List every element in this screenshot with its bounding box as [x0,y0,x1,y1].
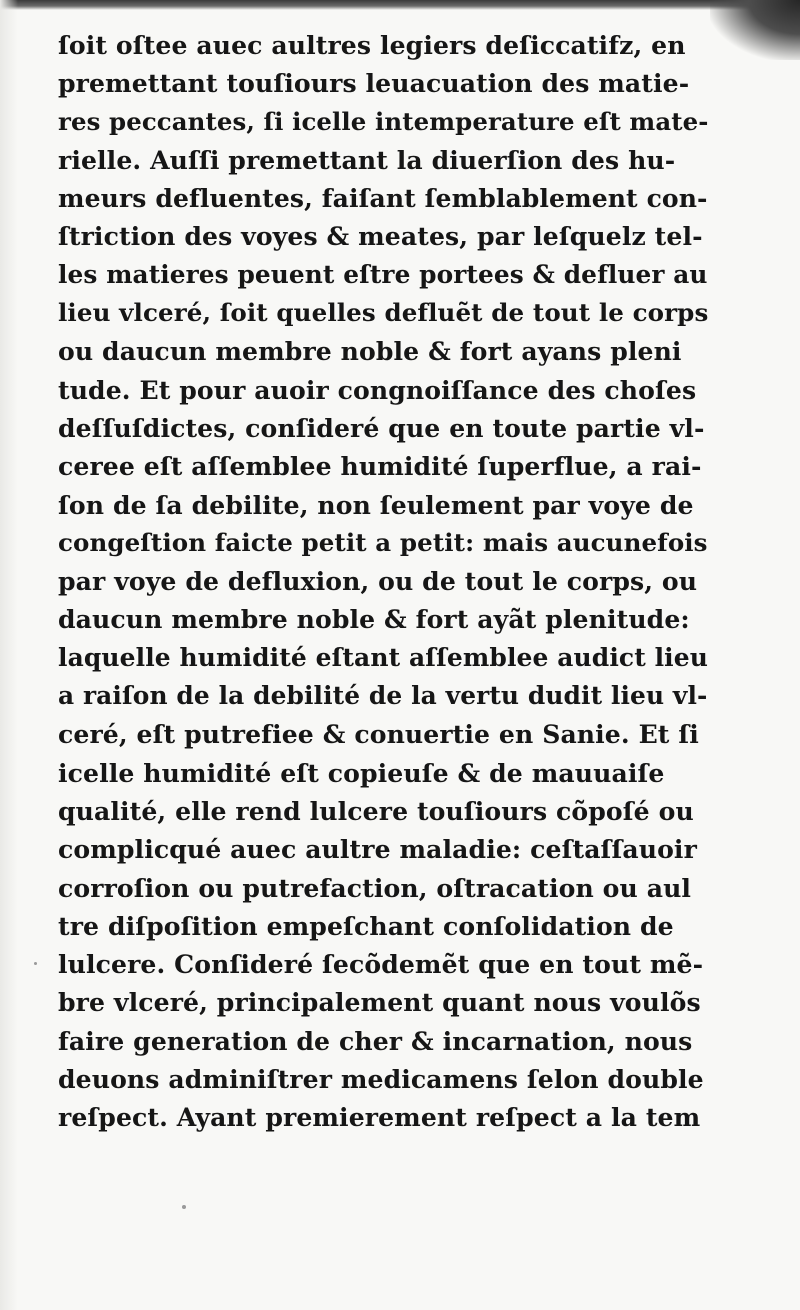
paper-speck [34,962,37,965]
page-top-edge-shadow [0,0,800,10]
text-line: reſpect. Ayant premierement reſpect a la tem [58,1102,701,1133]
page-left-shade [0,0,18,1310]
text-line: tude. Et pour auoir congnoiſſance des choſes [58,374,697,405]
text-line: lieu vlceré, ſoit quelles defluẽt de tout le corps [58,298,709,328]
text-line: deſſuſdictes, conſideré que en toute partie vl- [58,412,705,443]
text-line: tre diſpoſition empeſchant conſolidation de [58,910,674,941]
text-line: faire generation de cher & incarnation, nous [58,1025,693,1056]
text-line: congeſtion faicte petit a petit: mais aucunefois [58,527,708,557]
text-line: ceree eſt aſſemblee humidité ſuperflue, a rai- [58,451,702,482]
text-line: meurs defluentes, faiſant ſemblablement con- [58,183,708,214]
text-line: ſtriction des voyes & meates, par leſquelz tel- [58,221,703,252]
text-line: ou daucun membre noble & fort ayans pleni [58,336,682,367]
page-corner-shadow [710,0,800,60]
text-line: rielle. Auſſi premettant la diuerſion des hu- [58,144,676,175]
text-line: laquelle humidité eſtant aſſemblee audict lieu [58,642,708,672]
text-line: bre vlceré, principalement quant nous voulõs [58,987,701,1018]
text-line: les matieres peuent eſtre portees & defluer au [58,259,708,289]
text-line: icelle humidité eſt copieuſe & de mauuaiſe [58,757,665,788]
text-line: ſoit oſtee auec aultres legiers deſiccatifz, en [58,30,686,60]
text-line: res peccantes, ſi icelle intemperature eſt mate- [58,106,709,136]
text-line: premettant touſiours leuacuation des matie- [58,68,690,99]
body-text [58,26,718,1137]
text-line: par voye de defluxion, ou de tout le corps, ou [58,566,698,597]
text-line: complicqué auec aultre maladie: ceſtaſſauoir [58,834,697,865]
text-line: daucun membre noble & fort ayãt plenitude: [58,604,690,635]
text-line: deuons adminiſtrer medicamens ſelon double [58,1064,704,1095]
text-line: a raiſon de la debilité de la vertu dudit lieu vl- [58,681,708,711]
text-line: corroſion ou putrefaction, oſtracation ou aul [58,872,692,903]
paper-speck [182,1205,186,1209]
text-line: ſon de ſa debilite, non ſeulement par voye de [58,489,694,520]
text-line: ceré, eſt putrefiee & conuertie en Sanie. Et ſi [58,719,699,750]
text-line: lulcere. Conſideré ſecõdemẽt que en tout mẽ- [58,949,704,980]
text-line: qualité, elle rend lulcere touſiours cõpoſé ou [58,795,694,826]
